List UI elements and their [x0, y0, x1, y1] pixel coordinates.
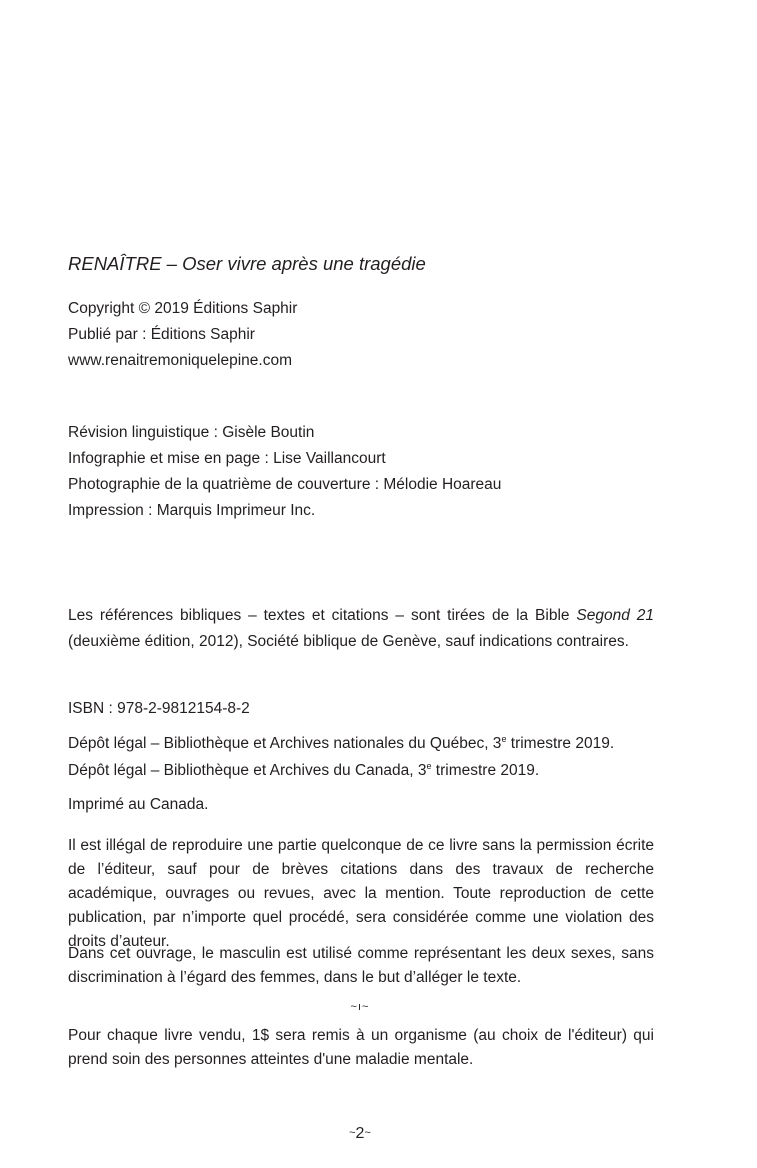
isbn-block	[68, 696, 654, 722]
credits-block	[68, 420, 654, 524]
bible-version: Segond 21	[576, 607, 654, 624]
publisher-line: Publié par : Éditions Saphir	[68, 326, 255, 343]
copyright-line: Copyright © 2019 Éditions Saphir	[68, 300, 298, 317]
bible-references-paragraph	[68, 603, 654, 655]
isbn: ISBN : 978-2-9812154-8-2	[68, 700, 250, 717]
copyright-block	[68, 296, 654, 374]
donation-notice-paragraph: Pour chaque livre vendu, 1$ sera remis à un organisme (au choix de l'éditeur) qui prend soin des personnes atteintes d'une maladie mentale.	[68, 1027, 654, 1068]
page-number: ~2~	[349, 1125, 371, 1142]
bible-text-after: (deuxième édition, 2012), Société biblique de Genève, sauf indications contraires.	[68, 633, 629, 650]
credit-line: Impression : Marquis Imprimeur Inc.	[68, 502, 316, 519]
legal-deposit-block	[68, 731, 654, 784]
book-title: RENAÎTRE – Oser vivre après une tragédie	[68, 253, 426, 274]
credit-line: Révision linguistique : Gisèle Boutin	[68, 424, 315, 441]
printed-in: Imprimé au Canada.	[68, 796, 209, 813]
page-number-value: 2	[355, 1125, 365, 1142]
bible-text-before: Les références bibliques – textes et citations – sont tirées de la Bible	[68, 607, 577, 624]
gender-notice-paragraph: Dans cet ouvrage, le masculin est utilisé comme représentant les deux sexes, sans discrimination à l’égard des femmes, dans le but d’alléger le texte.	[68, 945, 654, 986]
section-separator: ~ı~	[350, 1001, 370, 1013]
legal-deposit-canada: Dépôt légal – Bibliothèque et Archives du Canada, 3e trimestre 2019.	[68, 761, 540, 779]
website-link[interactable]: www.renaitremoniquelepine.com	[68, 352, 293, 369]
legal-deposit-quebec: Dépôt légal – Bibliothèque et Archives nationales du Québec, 3e trimestre 2019.	[68, 734, 615, 752]
credit-line: Infographie et mise en page : Lise Vaillancourt	[68, 450, 386, 467]
copyright-notice-paragraph: Il est illégal de reproduire une partie quelconque de ce livre sans la permission écrite de l’éditeur, sauf pour de brèves citations dans des travaux de recherche académique, ouvrages ou revues, avec la mention. Toute reproduction de cette publication, par n’importe quel procédé, sera considérée comme une violation des droits d’auteur.	[68, 837, 654, 950]
credit-line: Photographie de la quatrième de couverture : Mélodie Hoareau	[68, 476, 502, 493]
